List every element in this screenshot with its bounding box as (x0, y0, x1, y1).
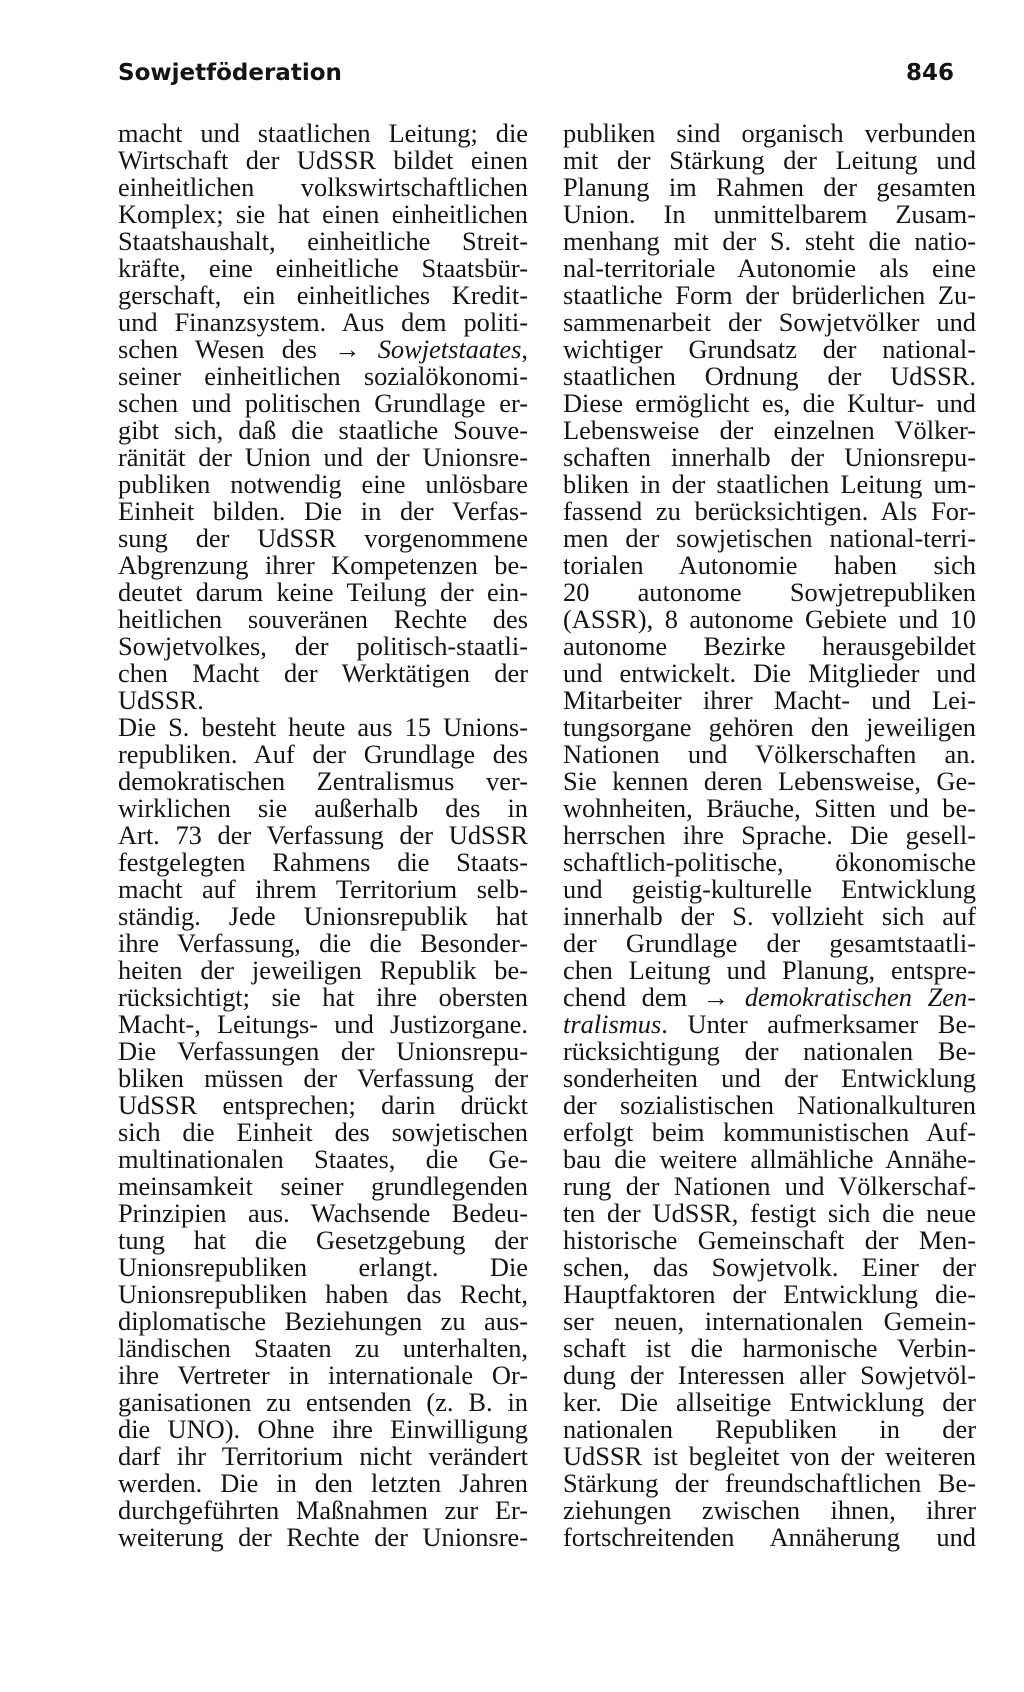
text-line: und entwickelt. Die Mitglieder und (563, 658, 976, 688)
text-line: historische Gemeinschaft der Men- (563, 1225, 976, 1255)
text-line: Nationen und Völkerschaften an. (563, 739, 976, 769)
text-line: Planung im Rahmen der gesamten (563, 172, 976, 202)
text-segment: , (521, 334, 528, 364)
text-line: Komplex; sie hat einen einheitlichen (118, 199, 528, 229)
text-line: ständig. Jede Unionsrepublik hat (118, 901, 528, 931)
text-line: heitlichen souveränen Rechte des (118, 604, 528, 634)
text-line: schen, das Sowjetvolk. Einer der (563, 1252, 976, 1282)
text-line: die UNO). Ohne ihre Einwilligung (118, 1414, 528, 1444)
text-line: ziehungen zwischen ihnen, ihrer (563, 1495, 976, 1525)
text-line: festgelegten Rahmens die Staats- (118, 847, 528, 877)
text-line: UdSSR entsprechen; darin drückt (118, 1090, 528, 1120)
text-line: Unionsrepubliken haben das Recht, (118, 1279, 528, 1309)
text-line: macht und staatlichen Leitung; die (118, 118, 528, 148)
cross-reference: Sowjetstaates (377, 334, 522, 364)
text-line: bau die weitere allmähliche Annähe- (563, 1144, 976, 1174)
text-line: Mitarbeiter ihrer Macht- und Lei- (563, 685, 976, 715)
text-line: Hauptfaktoren der Entwicklung die- (563, 1279, 976, 1309)
text-line: ihre Verfassung, die die Besonder- (118, 928, 528, 958)
text-line: seiner einheitlichen sozialökonomi- (118, 361, 528, 391)
text-line: durchgeführten Maßnahmen zur Er- (118, 1495, 528, 1525)
text-line: republiken. Auf der Grundlage des (118, 739, 528, 769)
text-line: sich die Einheit des sowjetischen (118, 1117, 528, 1147)
text-line: Sowjetvolkes, der politisch-staatli- (118, 631, 528, 661)
running-head-title: Sowjetföderation (118, 60, 342, 86)
text-line (563, 1011, 976, 1038)
text-line: Einheit bilden. Die in der Verfas- (118, 496, 528, 526)
text-line: wichtiger Grundsatz der national- (563, 334, 976, 364)
right-text-column (563, 120, 976, 1551)
text-line: Lebensweise der einzelnen Völker- (563, 415, 976, 445)
text-line: Art. 73 der Verfassung der UdSSR (118, 820, 528, 850)
text-line: chen Leitung und Planung, entspre- (563, 955, 976, 985)
page-header (118, 60, 954, 100)
text-line: ten der UdSSR, festigt sich die neue (563, 1198, 976, 1228)
text-line: publiken sind organisch verbunden (563, 118, 976, 148)
cross-reference: demokratischen Zen- (744, 982, 976, 1012)
text-line: kräfte, eine einheitliche Staatsbür- (118, 253, 528, 283)
text-line: staatlichen Ordnung der UdSSR. (563, 361, 976, 391)
text-line: tungsorgane gehören den jeweiligen (563, 712, 976, 742)
text-segment: schen Wesen des → (118, 334, 378, 364)
cross-reference: tralismus (563, 1009, 662, 1039)
text-line: ränität der Union und der Unionsre- (118, 442, 528, 472)
text-segment: . Unter aufmerksamer Be- (661, 1009, 976, 1039)
text-line: Union. In unmittelbarem Zusam- (563, 199, 976, 229)
text-line: multinationalen Staates, die Ge- (118, 1144, 528, 1174)
text-line: wirklichen sie außerhalb des in (118, 793, 528, 823)
text-line: schaft ist die harmonische Verbin- (563, 1333, 976, 1363)
text-line: rung der Nationen und Völkerschaf- (563, 1171, 976, 1201)
text-line: gibt sich, daß die staatliche Souve- (118, 415, 528, 445)
text-line: macht auf ihrem Territorium selb- (118, 874, 528, 904)
text-line: UdSSR. (118, 685, 204, 715)
text-line: fassend zu berücksichtigen. Als For- (563, 496, 976, 526)
text-line: bliken müssen der Verfassung der (118, 1063, 528, 1093)
text-line: herrschen ihre Sprache. Die gesell- (563, 820, 976, 850)
text-line: torialen Autonomie haben sich (563, 550, 976, 580)
text-line: bliken in der staatlichen Leitung um- (563, 469, 976, 499)
left-text-column (118, 120, 528, 1551)
text-line: publiken notwendig eine unlösbare (118, 469, 528, 499)
text-line: ser neuen, internationalen Gemein- (563, 1306, 976, 1336)
text-line: diplomatische Beziehungen zu aus- (118, 1306, 528, 1336)
text-line: ihre Vertreter in internationale Or- (118, 1360, 528, 1390)
text-line (563, 984, 976, 1011)
text-line: Stärkung der freundschaftlichen Be- (563, 1468, 976, 1498)
text-line: fortschreitenden Annäherung und (563, 1522, 976, 1552)
text-line: der Grundlage der gesamtstaatli- (563, 928, 976, 958)
text-line: schaften innerhalb der Unionsrepu- (563, 442, 976, 472)
text-line: einheitlichen volkswirtschaftlichen (118, 172, 528, 202)
text-line: mit der Stärkung der Leitung und (563, 145, 976, 175)
text-line: chen Macht der Werktätigen der (118, 658, 528, 688)
text-line: weiterung der Rechte der Unionsre- (118, 1522, 528, 1552)
text-line: sammenarbeit der Sowjetvölker und (563, 307, 976, 337)
page-number: 846 (905, 60, 954, 86)
text-line: Die S. besteht heute aus 15 Unions- (118, 712, 528, 742)
text-line: der sozialistischen Nationalkulturen (563, 1090, 976, 1120)
text-line: dung der Interessen aller Sowjetvöl- (563, 1360, 976, 1390)
text-line: Prinzipien aus. Wachsende Bedeu- (118, 1198, 528, 1228)
text-line: deutet darum keine Teilung der ein- (118, 577, 528, 607)
text-line: tung hat die Gesetzgebung der (118, 1225, 528, 1255)
text-line: schen und politischen Grundlage er- (118, 388, 528, 418)
text-line: Staatshaushalt, einheitliche Streit- (118, 226, 528, 256)
text-line: menhang mit der S. steht die natio- (563, 226, 976, 256)
text-segment: chend dem → (563, 982, 745, 1012)
text-line: Sie kennen deren Lebensweise, Ge- (563, 766, 976, 796)
text-line: sung der UdSSR vorgenommene (118, 523, 528, 553)
text-line: gerschaft, ein einheitliches Kredit- (118, 280, 528, 310)
text-line: Wirtschaft der UdSSR bildet einen (118, 145, 528, 175)
text-line: und geistig-kulturelle Entwicklung (563, 874, 976, 904)
text-line: meinsamkeit seiner grundlegenden (118, 1171, 528, 1201)
text-line: autonome Bezirke herausgebildet (563, 631, 976, 661)
text-line: rücksichtigt; sie hat ihre obersten (118, 982, 528, 1012)
text-line: und Finanzsystem. Aus dem politi- (118, 307, 528, 337)
text-line: Diese ermöglicht es, die Kultur- und (563, 388, 976, 418)
text-line: erfolgt beim kommunistischen Auf- (563, 1117, 976, 1147)
text-line: heiten der jeweiligen Republik be- (118, 955, 528, 985)
text-line: ländischen Staaten zu unterhalten, (118, 1333, 528, 1363)
text-line: ker. Die allseitige Entwicklung der (563, 1387, 976, 1417)
text-line: innerhalb der S. vollzieht sich auf (563, 901, 976, 931)
text-line: werden. Die in den letzten Jahren (118, 1468, 528, 1498)
text-line: wohnheiten, Bräuche, Sitten und be- (563, 793, 976, 823)
text-line: 20 autonome Sowjetrepubliken (563, 577, 976, 607)
text-line: staatliche Form der brüderlichen Zu- (563, 280, 976, 310)
text-line: UdSSR ist begleitet von der weiteren (563, 1441, 976, 1471)
text-line: nationalen Republiken in der (563, 1414, 976, 1444)
text-line: (ASSR), 8 autonome Gebiete und 10 (563, 604, 976, 634)
text-line: men der sowjetischen national-terri- (563, 523, 976, 553)
text-line: demokratischen Zentralismus ver- (118, 766, 528, 796)
text-line: Unionsrepubliken erlangt. Die (118, 1252, 528, 1282)
text-line: rücksichtigung der nationalen Be- (563, 1036, 976, 1066)
text-line: schaftlich-politische, ökonomische (563, 847, 976, 877)
text-line: sonderheiten und der Entwicklung (563, 1063, 976, 1093)
text-line: darf ihr Territorium nicht verändert (118, 1441, 528, 1471)
text-line: Die Verfassungen der Unionsrepu- (118, 1036, 528, 1066)
text-line (118, 336, 528, 363)
text-line: nal-territoriale Autonomie als eine (563, 253, 976, 283)
text-line: ganisationen zu entsenden (z. B. in (118, 1387, 528, 1417)
text-line: Abgrenzung ihrer Kompetenzen be- (118, 550, 528, 580)
text-line: Macht-, Leitungs- und Justizorgane. (118, 1009, 528, 1039)
